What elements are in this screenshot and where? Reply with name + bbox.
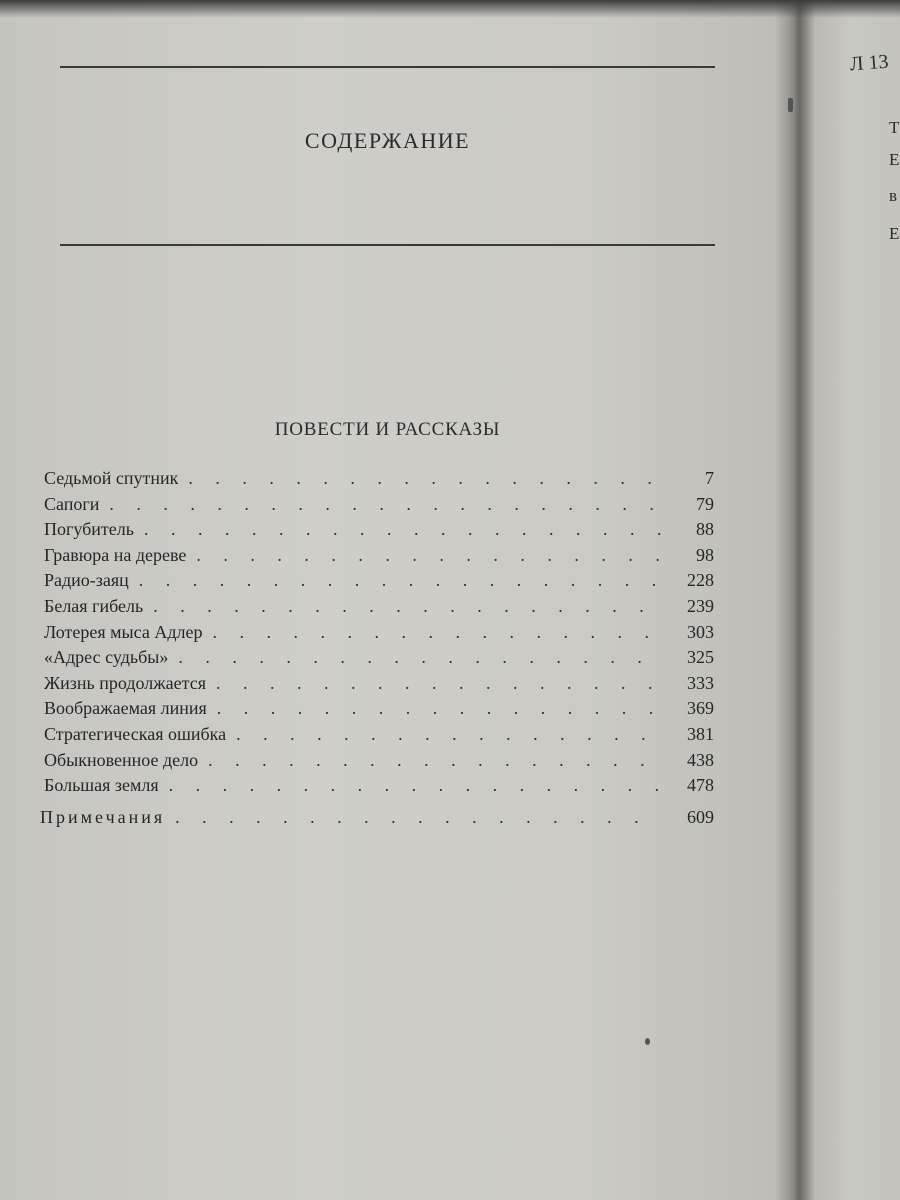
toc-entry-page: 98 [696,544,714,565]
dot-leader [208,748,662,774]
toc-entry-page: 239 [687,595,714,616]
dot-leader [236,722,662,748]
toc-entry [44,722,714,748]
dot-leader [178,645,662,671]
dot-leader [196,543,662,569]
dot-leader [169,773,662,799]
toc-entry [44,568,714,594]
toc-entry-page: 325 [687,647,714,668]
toc-entry-title: Большая земля [44,775,159,796]
toc-entry-title: Обыкновенное дело [44,749,199,770]
toc-entry [44,748,714,774]
page-title: СОДЕРЖАНИЕ [304,128,471,153]
top-edge-shadow [0,0,900,18]
toc-entry-page: 228 [687,570,714,591]
right-page-header: Л 13 [849,50,890,76]
dot-leader [217,696,662,722]
notes-entry [40,805,714,831]
toc-entry-title: Лотерея мыса Адлер [44,621,203,642]
toc-entry-title: Белая гибель [44,595,144,616]
toc-entry-title: Стратегическая ошибка [44,723,227,744]
toc-entry-title: Примечания [40,807,166,827]
toc-entry-page: 303 [687,621,714,642]
table-of-contents [44,466,714,799]
paper-spot [788,98,793,112]
book-gutter [775,0,815,1200]
dot-leader [144,517,662,543]
dot-leader [188,466,662,492]
toc-entry-page: 478 [687,775,714,796]
toc-entry-title: Радио-заяц [44,570,129,591]
toc-entry [44,773,714,799]
bottom-rule [60,244,715,246]
toc-entry [44,645,714,671]
right-page-fragment: Т [889,118,900,137]
toc-entry-page: 438 [687,749,714,770]
toc-entry-title: Седьмой спутник [44,468,179,488]
toc-entry-title: Погубитель [44,519,134,540]
toc-entry-title: Воображаемая линия [44,698,207,719]
right-page-fragment: Е [889,150,900,169]
toc-entry-page: 88 [696,519,714,540]
toc-entry [44,594,714,620]
right-page-fragment: в [889,186,898,205]
dot-leader [153,594,662,620]
toc-entry-title: Гравюра на дереве [44,544,187,565]
toc-entry [44,543,714,569]
toc-entry-page: 369 [687,698,714,719]
toc-entry-page: 381 [687,723,714,744]
dot-leader [212,620,662,646]
toc-entry-page: 333 [687,672,714,693]
toc-entry-title: Сапоги [44,493,100,514]
toc-entry-page: 79 [696,493,714,514]
dot-leader [175,805,662,831]
toc-entry-title: «Адрес судьбы» [44,647,169,668]
toc-entry-page: 7 [705,468,714,488]
toc-entry [44,492,714,518]
toc-entry-notes [40,805,714,831]
toc-entry [44,671,714,697]
toc-entry-page: 609 [687,807,714,827]
dot-leader [216,671,662,697]
toc-entry [44,696,714,722]
paper-spot [645,1038,650,1045]
toc-entry [44,517,714,543]
dot-leader [139,568,662,594]
top-rule [60,66,715,68]
toc-entry [44,620,714,646]
section-heading: ПОВЕСТИ И РАССКАЗЫ [274,419,501,440]
toc-entry-title: Жизнь продолжается [44,672,206,693]
right-page [800,0,900,1200]
toc-entry [44,466,714,492]
right-page-fragment: Е [889,224,900,243]
dot-leader [109,492,662,518]
